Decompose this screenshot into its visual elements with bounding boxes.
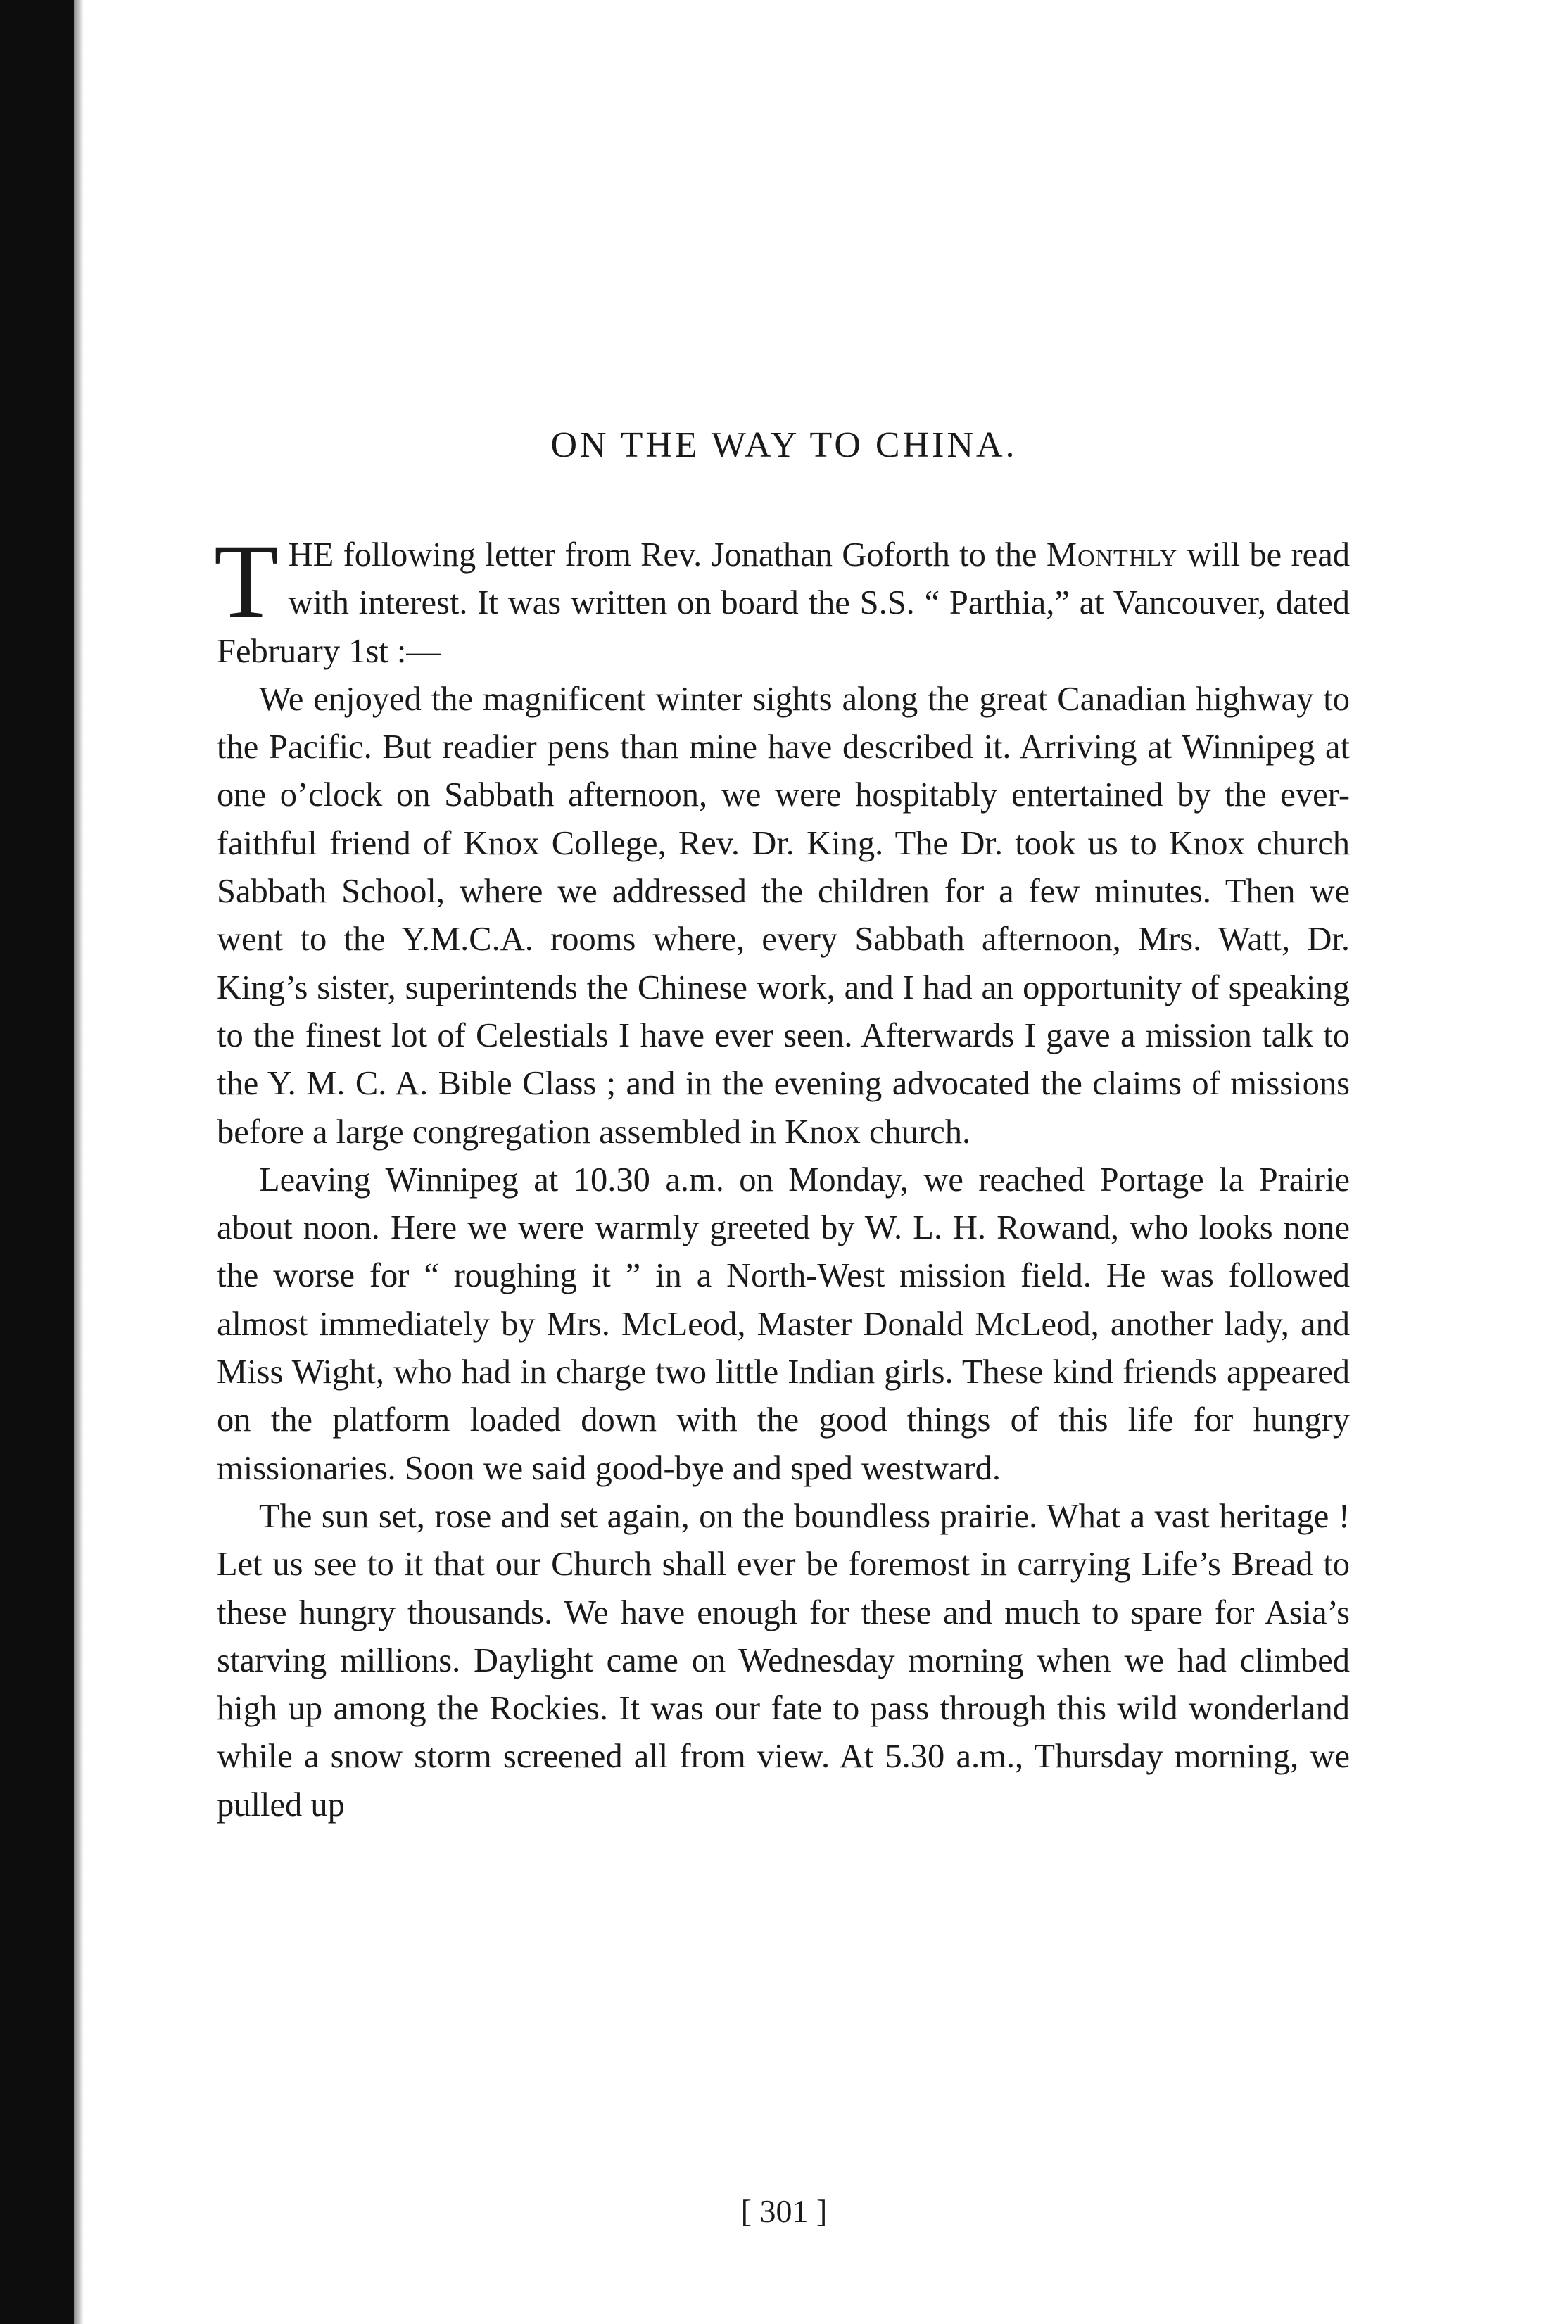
drop-cap: T — [214, 523, 279, 640]
body-paragraph: We enjoyed the magnificent winter sights along the great Canadian highway to the Pacific. But readier pens than mine have described it. Arriving at Winnipeg at one o’clock on Sabbath afternoon, we were hospitably entertained by the ever-faithful friend of Knox College, Rev. Dr. King. The Dr. took us to Knox church Sabbath School, where we addressed the children for a few minutes. Then we went to the Y.M.C.A. rooms where, every Sabbath afternoon, Mrs. Watt, Dr. King’s sister, superintends the Chinese work, and I had an opportunity of speaking to the finest lot of Celestials I have ever seen. Afterwards I gave a mission talk to the Y. M. C. A. Bible Class ; and in the evening advocated the claims of missions before a large congregation assembled in Knox church. — [217, 680, 1350, 1151]
monthly-small-caps: Monthly — [1046, 536, 1178, 574]
page-number: [ 301 ] — [740, 2193, 828, 2229]
binding-edge — [0, 0, 74, 2324]
article-title: ON THE WAY TO CHINA. — [550, 425, 1018, 465]
intro-paragraph — [214, 523, 1350, 676]
body-paragraph: Leaving Winnipeg at 10.30 a.m. on Monday, we reached Portage la Prairie about noon. Here we were warmly greeted by W. L. H. Rowand, who looks none the worse for “ roughing it ” in a North-West mission field. He was followed almost immediately by Mrs. McLeod, Master Donald McLeod, another lady, and Miss Wight, who had in charge two little Indian girls. These kind friends appeared on the platform loaded down with the good things of this life for hungry missionaries. Soon we said good-bye and sped westward. — [217, 1161, 1350, 1487]
article-body — [214, 523, 1350, 1829]
body-paragraph: The sun set, rose and set again, on the boundless prairie. What a vast heritage ! Let us see to it that our Church shall ever be foremost in carrying Life’s Bread to these hungry thousands. We have enough for these and much to spare for Asia’s starving millions. Daylight came on Wednesday morning when we had climbed high up among the Rockies. It was our fate to pass through this wild wonderland while a snow storm screened all from view. At 5.30 a.m., Thursday morning, we pulled up — [217, 1497, 1350, 1824]
intro-text-start: HE following letter from Rev. Jonathan Goforth to the — [288, 536, 1047, 574]
intro-text-end: will be read with interest. It was written on board the S.S. “ Parthia,” at Vancouver, dated February 1st :— — [217, 536, 1350, 670]
